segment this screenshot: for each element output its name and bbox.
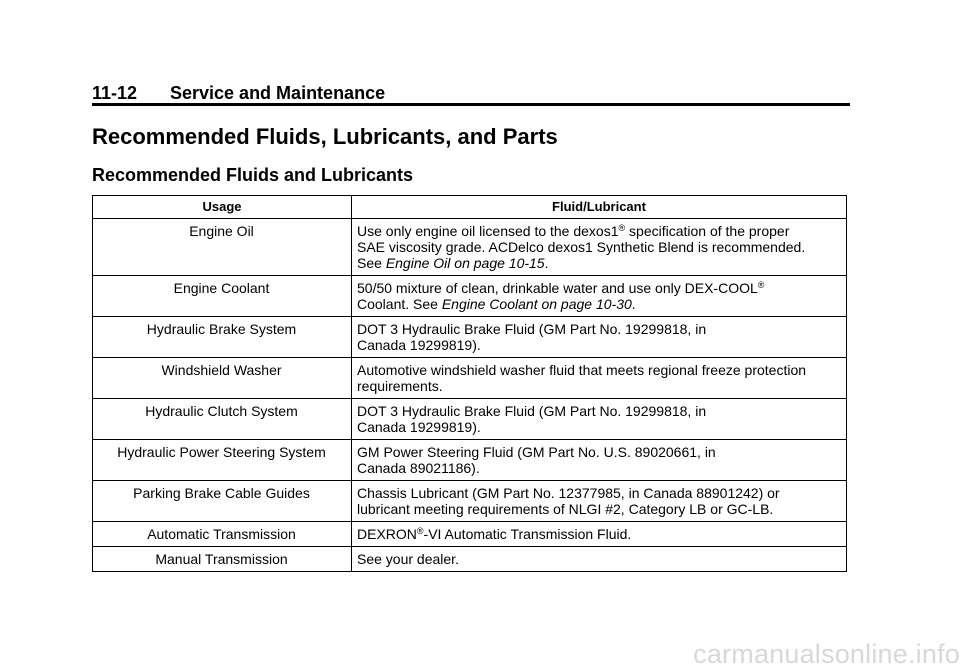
- fluid-cell: [352, 481, 847, 522]
- table-row: [93, 440, 847, 481]
- table-row: [93, 317, 847, 358]
- fluid-text: Automotive windshield washer fluid that meets regional freeze protection requirements.: [357, 362, 807, 394]
- table-row: [93, 276, 847, 317]
- section-name: Service and Maintenance: [170, 83, 386, 103]
- table-row: [93, 481, 847, 522]
- fluid-text: GM Power Steering Fluid (GM Part No. U.S. 89020661, in Canada 89021186).: [357, 444, 716, 476]
- usage-cell: Parking Brake Cable Guides: [93, 481, 352, 522]
- registered-mark: ®: [757, 280, 765, 290]
- table-row: [93, 522, 847, 547]
- fluid-text: 50/50 mixture of clean, drinkable water and use only DEX-COOL: [357, 280, 758, 296]
- fluid-cell: [352, 358, 847, 399]
- fluids-table: [92, 195, 847, 572]
- fluid-cell: [352, 276, 847, 317]
- cross-reference: Engine Coolant on page 10-30: [441, 296, 632, 312]
- page-title: Recommended Fluids, Lubricants, and Parts: [92, 124, 558, 149]
- fluid-cell: [352, 317, 847, 358]
- usage-cell: Manual Transmission: [93, 547, 352, 572]
- fluid-cell: [352, 219, 847, 276]
- usage-cell: Engine Oil: [93, 219, 352, 276]
- usage-cell: Hydraulic Brake System: [93, 317, 352, 358]
- usage-cell: Hydraulic Clutch System: [93, 399, 352, 440]
- column-header-fluid: Fluid/Lubricant: [352, 196, 847, 219]
- registered-mark: ®: [416, 526, 424, 536]
- fluid-cell: [352, 440, 847, 481]
- fluid-text: DEXRON: [357, 526, 417, 542]
- usage-cell: Windshield Washer: [93, 358, 352, 399]
- usage-cell: Automatic Transmission: [93, 522, 352, 547]
- fluid-text: Chassis Lubricant (GM Part No. 12377985, in Canada 88901242) or lubricant meeting requirements of NLGI #2, Category LB or GC-LB.: [357, 485, 780, 517]
- watermark: carmanualsonline.info: [693, 639, 960, 669]
- section-subtitle: Recommended Fluids and Lubricants: [92, 165, 414, 185]
- table-row: [93, 547, 847, 572]
- fluid-text: .: [631, 296, 636, 312]
- column-header-usage: Usage: [93, 196, 352, 219]
- fluid-text: DOT 3 Hydraulic Brake Fluid (GM Part No. 19299818, in Canada 19299819).: [357, 403, 707, 435]
- fluid-text: .: [544, 255, 549, 271]
- cross-reference: Engine Oil on page 10-15: [385, 255, 545, 271]
- table-header-row: [93, 196, 847, 219]
- fluid-text: specification of the proper SAE viscosity grade. ACDelco dexos1 Synthetic Blend is recommended. See: [357, 223, 806, 271]
- table-body: [93, 219, 847, 572]
- fluid-text: -VI Automatic Transmission Fluid.: [423, 526, 632, 542]
- registered-mark: ®: [618, 223, 626, 233]
- fluid-cell: [352, 547, 847, 572]
- fluid-text: DOT 3 Hydraulic Brake Fluid (GM Part No. 19299818, in Canada 19299819).: [357, 321, 707, 353]
- fluid-cell: [352, 522, 847, 547]
- table-row: [93, 358, 847, 399]
- page-number: 11-12: [92, 83, 138, 103]
- table-row: [93, 219, 847, 276]
- usage-cell: Engine Coolant: [93, 276, 352, 317]
- fluid-cell: [352, 399, 847, 440]
- table-row: [93, 399, 847, 440]
- usage-cell: Hydraulic Power Steering System: [93, 440, 352, 481]
- fluid-text: Use only engine oil licensed to the dexos1: [357, 223, 619, 239]
- fluid-text: See your dealer.: [357, 551, 459, 567]
- fluid-text: Coolant. See: [357, 296, 438, 312]
- page-header: [92, 80, 850, 106]
